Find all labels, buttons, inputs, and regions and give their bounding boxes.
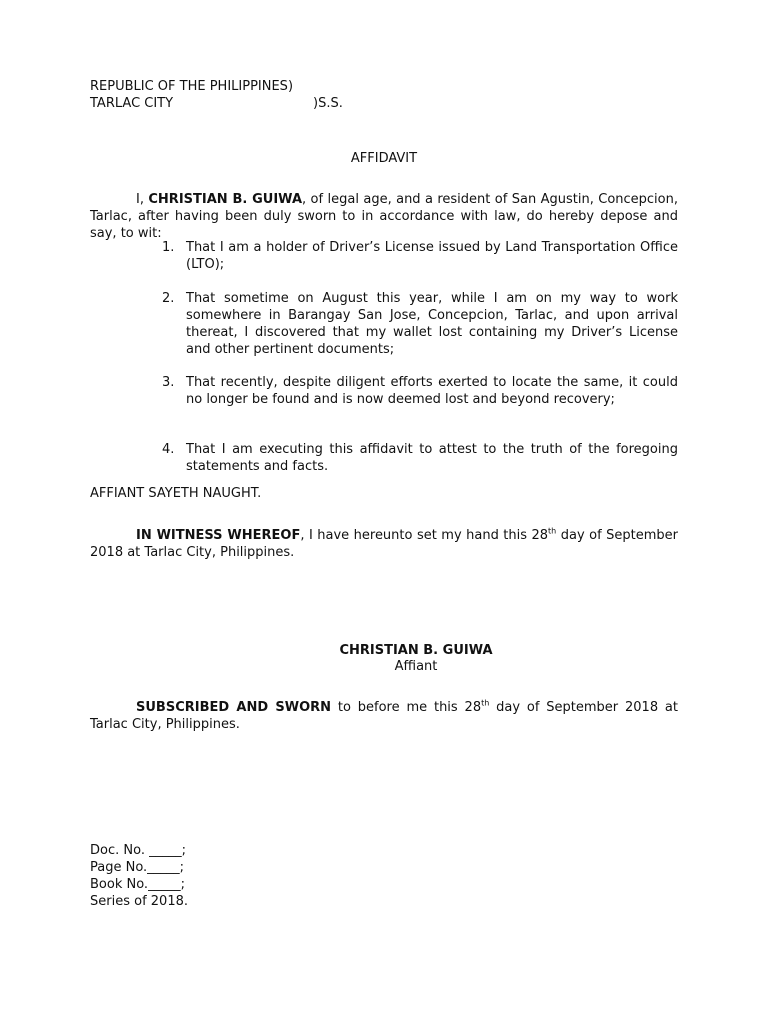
signature-role: Affiant (394, 659, 438, 674)
witness-text-1: , I have hereunto set my hand this 28 (300, 528, 549, 543)
list-item-number: 4. (162, 442, 175, 457)
venue-city: TARLAC CITY (90, 96, 174, 111)
witness-paragraph (90, 527, 678, 561)
subscribed-heading: SUBSCRIBED AND SWORN (136, 700, 332, 715)
venue-ss (313, 95, 343, 112)
list-item-text: That recently, despite diligent efforts exerted to locate the same, it could no longer be found and is now deemed lost and beyond recovery; (186, 375, 678, 407)
notary-doc-no: Doc. No. _____; (90, 843, 186, 858)
venue-line-1 (90, 78, 293, 95)
intro-prefix: I, (136, 192, 149, 207)
subscribed-date-suffix: th (481, 698, 490, 708)
list-item-text: That I am executing this affidavit to attest to the truth of the foregoing statements and facts. (186, 442, 678, 474)
affiant-sayeth: AFFIANT SAYETH NAUGHT. (90, 486, 262, 501)
subscribed-paragraph (90, 699, 678, 733)
list-item-number: 1. (162, 240, 175, 255)
intro-text: , of legal age, and a resident of San Agustin, Concepcion, Tarlac, after having been duly sworn to in accordance with law, do hereby depose and say, to wit: (90, 192, 678, 241)
document-title: AFFIDAVIT (350, 151, 418, 166)
notary-book-no: Book No._____; (90, 877, 185, 892)
intro-paragraph (90, 191, 678, 242)
venue-ss-label: )S.S. (313, 96, 343, 111)
venue-line-2 (90, 95, 173, 112)
venue-republic: REPUBLIC OF THE PHILIPPINES) (90, 79, 294, 94)
list-item-text: That I am a holder of Driver’s License issued by Land Transportation Office (LTO); (186, 240, 678, 272)
list-item-number: 3. (162, 375, 175, 390)
witness-text-2: day of September 2018 at Tarlac City, Philippines. (90, 528, 678, 560)
notary-page-no: Page No._____; (90, 860, 185, 875)
signature-name: CHRISTIAN B. GUIWA (339, 643, 493, 658)
witness-date-suffix: th (548, 526, 557, 536)
notary-series: Series of 2018. (90, 894, 188, 909)
list-item-text: That sometime on August this year, while I am on my way to work somewhere in Barangay San Jose, Concepcion, Tarlac, and upon arrival thereat, I discovered that my wallet lost containing my Driver’s License and other pertinent documents; (186, 291, 678, 357)
witness-heading: IN WITNESS WHEREOF (136, 528, 301, 543)
subscribed-text-2: day of September 2018 at Tarlac City, Philippines. (90, 700, 678, 732)
subscribed-text-1: to before me this 28 (331, 700, 482, 715)
affiant-name-intro: CHRISTIAN B. GUIWA (148, 192, 303, 207)
list-item-number: 2. (162, 291, 175, 306)
